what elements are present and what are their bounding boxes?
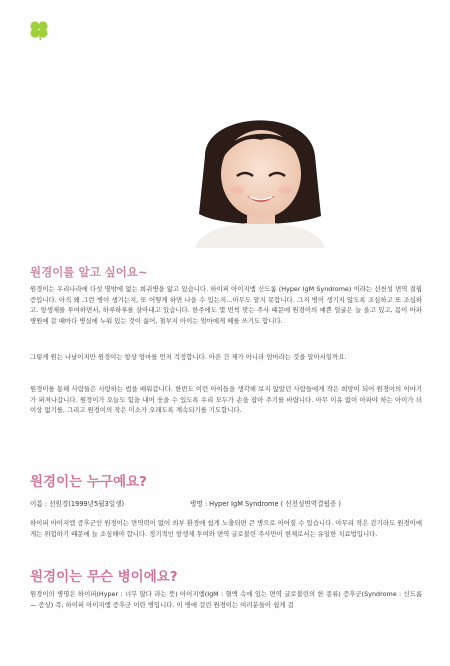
section-heading-about: 원경이를 알고 싶어요~	[30, 265, 148, 279]
clover-icon	[28, 19, 50, 41]
section-heading-disease: 원경이는 무슨 병이에요?	[30, 569, 178, 585]
paragraph-about-3: 원경이를 통해 사람들은 사랑하는 법을 배워갑니다. 한번도 이런 아이들을 생각해 보지 않았던 사람들에게 작은 희망이 되어 원경이의 이야기가 퍼져나갑니다. 원경이가 오늘도 힘을 내어 웃을 수 있도록 우리 모두가 손을 잡아 주기를 바랍니다. 아무 이유 없이 아파야 하는 아이가 더 이상 없기를, 그리고 원경이의 작은 미소가 오래도록 계속되기를 기도합니다.	[30, 385, 422, 415]
paragraph-disease: 원경이의 병명은 하이퍼(Hyper : 너무 많다 라는 뜻) 아이지엠(IgM : 혈액 속에 있는 면역 글로불린의 한 종류) 증후군(Syndrome : 신드롬 — 증상) 즉, 하이퍼 아이지엠 증후군 이란 병입니다. 이 병에 걸린 원경이는 여러분들이 쉽게 걸	[30, 590, 422, 609]
child-photo	[175, 96, 345, 248]
name-label: 이름 : 선원경(1999년5월3일생)	[30, 500, 125, 508]
paragraph-about-1: 원경이는 우리나라에 다섯 명밖에 없는 희귀병을 앓고 있습니다. 하이퍼 아이지엠 신드롬 (Hyper IgM Syndrome) 이라는 선천성 면역 결핍증입니다. 아직 왜 그런 병이 생기는지, 또 어떻게 하면 나을 수 있는지…아무도 알지 못합니다. 그저 병이 생기지 않도록 조심하고 또 조심하고. 항생제를 투여하면서, 하루하루를 살아내고 있습니다. 한주에도 몇 번씩 맞는 주사 때문에 원경이의 예쁜 얼굴은 늘 울고 있고, 몸이 아파 병원에 갈 때마다 병실에 누워 있는 것이 싫어, 철부지 아이는 엄마에게 떼를 쓰기도 합니다.	[30, 285, 422, 325]
disease-label: 병명 : Hyper IgM Syndrome ( 선천성면역결핍증 )	[190, 500, 341, 508]
section-heading-who: 원경이는 누구예요?	[30, 474, 147, 490]
info-row	[30, 498, 422, 508]
paragraph-who: 하이퍼 아이지엠 증후군인 원경이는 면역력이 없어 외부 환경에 쉽게 노출되면 큰 병으로 이어질 수 있습니다. 아무리 작은 감기라도 원경이에게는 위험하기 때문에 늘 조심해야 합니다. 정기적인 항생제 투여와 면역 글로불린 주사만이 현재로서는 유일한 치료법입니다.	[30, 519, 422, 538]
paragraph-about-2: 그렇게 원는 나날이지만 원경이는 항상 엄마를 먼저 걱정합니다. 아픈 건 제가 아니라 엄마라는 것을 알아서일까요.	[30, 353, 347, 361]
